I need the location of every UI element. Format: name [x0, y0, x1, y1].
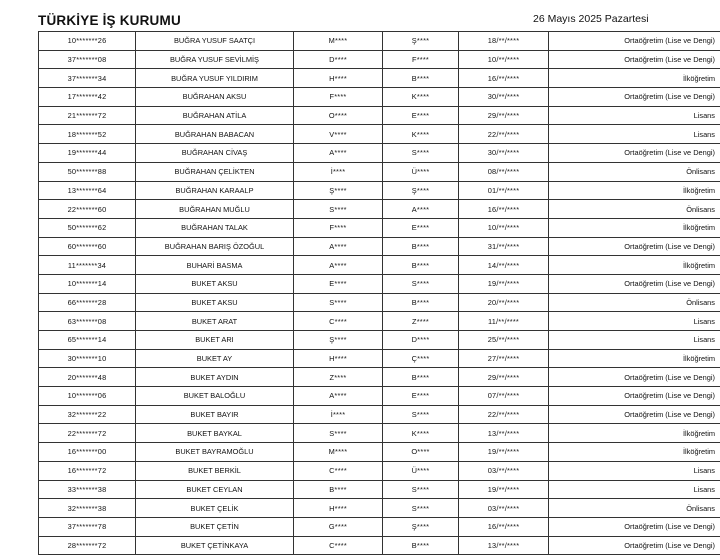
tc-number-cell: 10*******26: [39, 32, 136, 51]
birth-date-cell: 16/**/****: [459, 200, 549, 219]
education-level-cell: Önlisans: [549, 162, 720, 181]
birth-date-cell: 10/**/****: [459, 50, 549, 69]
father-initial-cell: Ş****: [383, 32, 459, 51]
tc-number-cell: 32*******22: [39, 405, 136, 424]
education-level-cell: Lisans: [549, 461, 720, 480]
tc-number-cell: 16*******72: [39, 461, 136, 480]
table-row: [39, 443, 720, 462]
mother-initial-cell: V****: [294, 125, 383, 144]
education-level-cell: İlköğretim: [549, 181, 720, 200]
mother-initial-cell: A****: [294, 256, 383, 275]
full-name-cell: BUĞRAHAN KARAALP: [136, 181, 294, 200]
birth-date-cell: 19/**/****: [459, 274, 549, 293]
full-name-cell: BUKET AYDIN: [136, 368, 294, 387]
table-row: [39, 349, 720, 368]
father-initial-cell: B****: [383, 237, 459, 256]
full-name-cell: BUKET BAYRAMOĞLU: [136, 443, 294, 462]
tc-number-cell: 10*******14: [39, 274, 136, 293]
table-row: [39, 480, 720, 499]
mother-initial-cell: F****: [294, 218, 383, 237]
full-name-cell: BUKET ÇETİNKAYA: [136, 536, 294, 555]
father-initial-cell: B****: [383, 256, 459, 275]
table-row: [39, 162, 720, 181]
mother-initial-cell: İ****: [294, 162, 383, 181]
mother-initial-cell: B****: [294, 480, 383, 499]
full-name-cell: BUKET ÇETİN: [136, 517, 294, 536]
tc-number-cell: 30*******10: [39, 349, 136, 368]
tc-number-cell: 21*******72: [39, 106, 136, 125]
education-level-cell: İlköğretim: [549, 443, 720, 462]
education-level-cell: Lisans: [549, 312, 720, 331]
full-name-cell: BUĞRAHAN TALAK: [136, 218, 294, 237]
education-level-cell: Ortaöğretim (Lise ve Dengi): [549, 50, 720, 69]
birth-date-cell: 20/**/****: [459, 293, 549, 312]
education-level-cell: İlköğretim: [549, 256, 720, 275]
father-initial-cell: A****: [383, 200, 459, 219]
birth-date-cell: 07/**/****: [459, 387, 549, 406]
tc-number-cell: 28*******72: [39, 536, 136, 555]
table-row: [39, 461, 720, 480]
tc-number-cell: 11*******34: [39, 256, 136, 275]
birth-date-cell: 03/**/****: [459, 499, 549, 518]
birth-date-cell: 08/**/****: [459, 162, 549, 181]
full-name-cell: BUKET ARAT: [136, 312, 294, 331]
table-row: [39, 200, 720, 219]
father-initial-cell: F****: [383, 50, 459, 69]
mother-initial-cell: S****: [294, 200, 383, 219]
father-initial-cell: Ş****: [383, 181, 459, 200]
table-row: [39, 274, 720, 293]
full-name-cell: BUĞRAHAN CİVAŞ: [136, 144, 294, 163]
birth-date-cell: 29/**/****: [459, 106, 549, 125]
father-initial-cell: S****: [383, 405, 459, 424]
full-name-cell: BUKET ARI: [136, 331, 294, 350]
table-row: [39, 32, 720, 51]
full-name-cell: BUHARİ BASMA: [136, 256, 294, 275]
tc-number-cell: 37*******08: [39, 50, 136, 69]
father-initial-cell: E****: [383, 218, 459, 237]
mother-initial-cell: A****: [294, 387, 383, 406]
full-name-cell: BUĞRA YUSUF SAATÇI: [136, 32, 294, 51]
father-initial-cell: K****: [383, 424, 459, 443]
father-initial-cell: S****: [383, 480, 459, 499]
mother-initial-cell: O****: [294, 106, 383, 125]
table-row: [39, 293, 720, 312]
tc-number-cell: 19*******44: [39, 144, 136, 163]
education-level-cell: İlköğretim: [549, 349, 720, 368]
tc-number-cell: 60*******60: [39, 237, 136, 256]
mother-initial-cell: Z****: [294, 368, 383, 387]
table-row: [39, 331, 720, 350]
full-name-cell: BUĞRAHAN ATİLA: [136, 106, 294, 125]
tc-number-cell: 50*******62: [39, 218, 136, 237]
table-row: [39, 424, 720, 443]
father-initial-cell: D****: [383, 331, 459, 350]
birth-date-cell: 18/**/****: [459, 32, 549, 51]
birth-date-cell: 19/**/****: [459, 443, 549, 462]
full-name-cell: BUĞRAHAN BARIŞ ÖZOĞUL: [136, 237, 294, 256]
full-name-cell: BUKET BAYKAL: [136, 424, 294, 443]
mother-initial-cell: H****: [294, 349, 383, 368]
mother-initial-cell: H****: [294, 499, 383, 518]
full-name-cell: BUĞRA YUSUF SEVİLMİŞ: [136, 50, 294, 69]
father-initial-cell: E****: [383, 387, 459, 406]
table-row: [39, 218, 720, 237]
tc-number-cell: 37*******34: [39, 69, 136, 88]
tc-number-cell: 66*******28: [39, 293, 136, 312]
table-row: [39, 405, 720, 424]
mother-initial-cell: E****: [294, 274, 383, 293]
table-row: [39, 106, 720, 125]
mother-initial-cell: G****: [294, 517, 383, 536]
birth-date-cell: 13/**/****: [459, 424, 549, 443]
birth-date-cell: 14/**/****: [459, 256, 549, 275]
father-initial-cell: B****: [383, 293, 459, 312]
table-row: [39, 181, 720, 200]
birth-date-cell: 22/**/****: [459, 125, 549, 144]
mother-initial-cell: Ş****: [294, 181, 383, 200]
document-date: 26 Mayıs 2025 Pazartesi: [533, 13, 649, 25]
father-initial-cell: E****: [383, 106, 459, 125]
education-level-cell: Ortaöğretim (Lise ve Dengi): [549, 237, 720, 256]
birth-date-cell: 16/**/****: [459, 517, 549, 536]
table-row: [39, 50, 720, 69]
mother-initial-cell: A****: [294, 237, 383, 256]
mother-initial-cell: İ****: [294, 405, 383, 424]
tc-number-cell: 22*******72: [39, 424, 136, 443]
father-initial-cell: Ü****: [383, 162, 459, 181]
table-row: [39, 237, 720, 256]
mother-initial-cell: S****: [294, 293, 383, 312]
full-name-cell: BUKET AKSU: [136, 293, 294, 312]
mother-initial-cell: F****: [294, 88, 383, 107]
table-row: [39, 88, 720, 107]
tc-number-cell: 32*******38: [39, 499, 136, 518]
birth-date-cell: 01/**/****: [459, 181, 549, 200]
tc-number-cell: 22*******60: [39, 200, 136, 219]
mother-initial-cell: M****: [294, 443, 383, 462]
tc-number-cell: 16*******00: [39, 443, 136, 462]
table-row: [39, 256, 720, 275]
father-initial-cell: B****: [383, 368, 459, 387]
father-initial-cell: B****: [383, 69, 459, 88]
birth-date-cell: 16/**/****: [459, 69, 549, 88]
full-name-cell: BUĞRAHAN MUĞLU: [136, 200, 294, 219]
education-level-cell: İlköğretim: [549, 218, 720, 237]
table-row: [39, 536, 720, 555]
education-level-cell: Ortaöğretim (Lise ve Dengi): [549, 32, 720, 51]
father-initial-cell: O****: [383, 443, 459, 462]
full-name-cell: BUKET CEYLAN: [136, 480, 294, 499]
education-level-cell: İlköğretim: [549, 69, 720, 88]
father-initial-cell: Ş****: [383, 517, 459, 536]
full-name-cell: BUKET BALOĞLU: [136, 387, 294, 406]
education-level-cell: Ortaöğretim (Lise ve Dengi): [549, 88, 720, 107]
mother-initial-cell: C****: [294, 461, 383, 480]
education-level-cell: Ortaöğretim (Lise ve Dengi): [549, 387, 720, 406]
full-name-cell: BUKET AY: [136, 349, 294, 368]
mother-initial-cell: C****: [294, 536, 383, 555]
table-row: [39, 368, 720, 387]
full-name-cell: BUKET ÇELİK: [136, 499, 294, 518]
tc-number-cell: 13*******64: [39, 181, 136, 200]
tc-number-cell: 37*******78: [39, 517, 136, 536]
full-name-cell: BUĞRAHAN BABACAN: [136, 125, 294, 144]
father-initial-cell: Ç****: [383, 349, 459, 368]
father-initial-cell: S****: [383, 144, 459, 163]
father-initial-cell: K****: [383, 125, 459, 144]
tc-number-cell: 20*******48: [39, 368, 136, 387]
tc-number-cell: 33*******38: [39, 480, 136, 499]
mother-initial-cell: Ş****: [294, 331, 383, 350]
mother-initial-cell: A****: [294, 144, 383, 163]
applicant-table-body: [39, 32, 720, 555]
birth-date-cell: 13/**/****: [459, 536, 549, 555]
education-level-cell: Lisans: [549, 106, 720, 125]
education-level-cell: Önlisans: [549, 200, 720, 219]
education-level-cell: Ortaöğretim (Lise ve Dengi): [549, 517, 720, 536]
education-level-cell: İlköğretim: [549, 424, 720, 443]
birth-date-cell: 30/**/****: [459, 144, 549, 163]
full-name-cell: BUKET BERKİL: [136, 461, 294, 480]
tc-number-cell: 63*******08: [39, 312, 136, 331]
mother-initial-cell: D****: [294, 50, 383, 69]
table-row: [39, 517, 720, 536]
table-row: [39, 144, 720, 163]
education-level-cell: Ortaöğretim (Lise ve Dengi): [549, 144, 720, 163]
father-initial-cell: Ü****: [383, 461, 459, 480]
birth-date-cell: 10/**/****: [459, 218, 549, 237]
education-level-cell: Ortaöğretim (Lise ve Dengi): [549, 274, 720, 293]
birth-date-cell: 19/**/****: [459, 480, 549, 499]
birth-date-cell: 03/**/****: [459, 461, 549, 480]
full-name-cell: BUKET BAYIR: [136, 405, 294, 424]
tc-number-cell: 17*******42: [39, 88, 136, 107]
birth-date-cell: 31/**/****: [459, 237, 549, 256]
tc-number-cell: 65*******14: [39, 331, 136, 350]
table-row: [39, 125, 720, 144]
birth-date-cell: 27/**/****: [459, 349, 549, 368]
applicant-table: [38, 31, 720, 555]
table-row: [39, 312, 720, 331]
tc-number-cell: 50*******88: [39, 162, 136, 181]
table-row: [39, 69, 720, 88]
father-initial-cell: K****: [383, 88, 459, 107]
page-header: [0, 0, 720, 32]
birth-date-cell: 25/**/****: [459, 331, 549, 350]
education-level-cell: Lisans: [549, 480, 720, 499]
table-row: [39, 499, 720, 518]
education-level-cell: Önlisans: [549, 499, 720, 518]
father-initial-cell: S****: [383, 274, 459, 293]
mother-initial-cell: S****: [294, 424, 383, 443]
education-level-cell: Lisans: [549, 331, 720, 350]
birth-date-cell: 11/**/****: [459, 312, 549, 331]
birth-date-cell: 29/**/****: [459, 368, 549, 387]
full-name-cell: BUĞRA YUSUF YILDIRIM: [136, 69, 294, 88]
full-name-cell: BUKET AKSU: [136, 274, 294, 293]
mother-initial-cell: C****: [294, 312, 383, 331]
father-initial-cell: S****: [383, 499, 459, 518]
education-level-cell: Ortaöğretim (Lise ve Dengi): [549, 405, 720, 424]
education-level-cell: Lisans: [549, 125, 720, 144]
tc-number-cell: 18*******52: [39, 125, 136, 144]
organization-title: TÜRKİYE İŞ KURUMU: [38, 13, 181, 28]
mother-initial-cell: H****: [294, 69, 383, 88]
full-name-cell: BUĞRAHAN AKSU: [136, 88, 294, 107]
full-name-cell: BUĞRAHAN ÇELİKTEN: [136, 162, 294, 181]
education-level-cell: Ortaöğretim (Lise ve Dengi): [549, 368, 720, 387]
mother-initial-cell: M****: [294, 32, 383, 51]
father-initial-cell: Z****: [383, 312, 459, 331]
tc-number-cell: 10*******06: [39, 387, 136, 406]
father-initial-cell: B****: [383, 536, 459, 555]
education-level-cell: Ortaöğretim (Lise ve Dengi): [549, 536, 720, 555]
birth-date-cell: 30/**/****: [459, 88, 549, 107]
education-level-cell: Önlisans: [549, 293, 720, 312]
birth-date-cell: 22/**/****: [459, 405, 549, 424]
table-row: [39, 387, 720, 406]
